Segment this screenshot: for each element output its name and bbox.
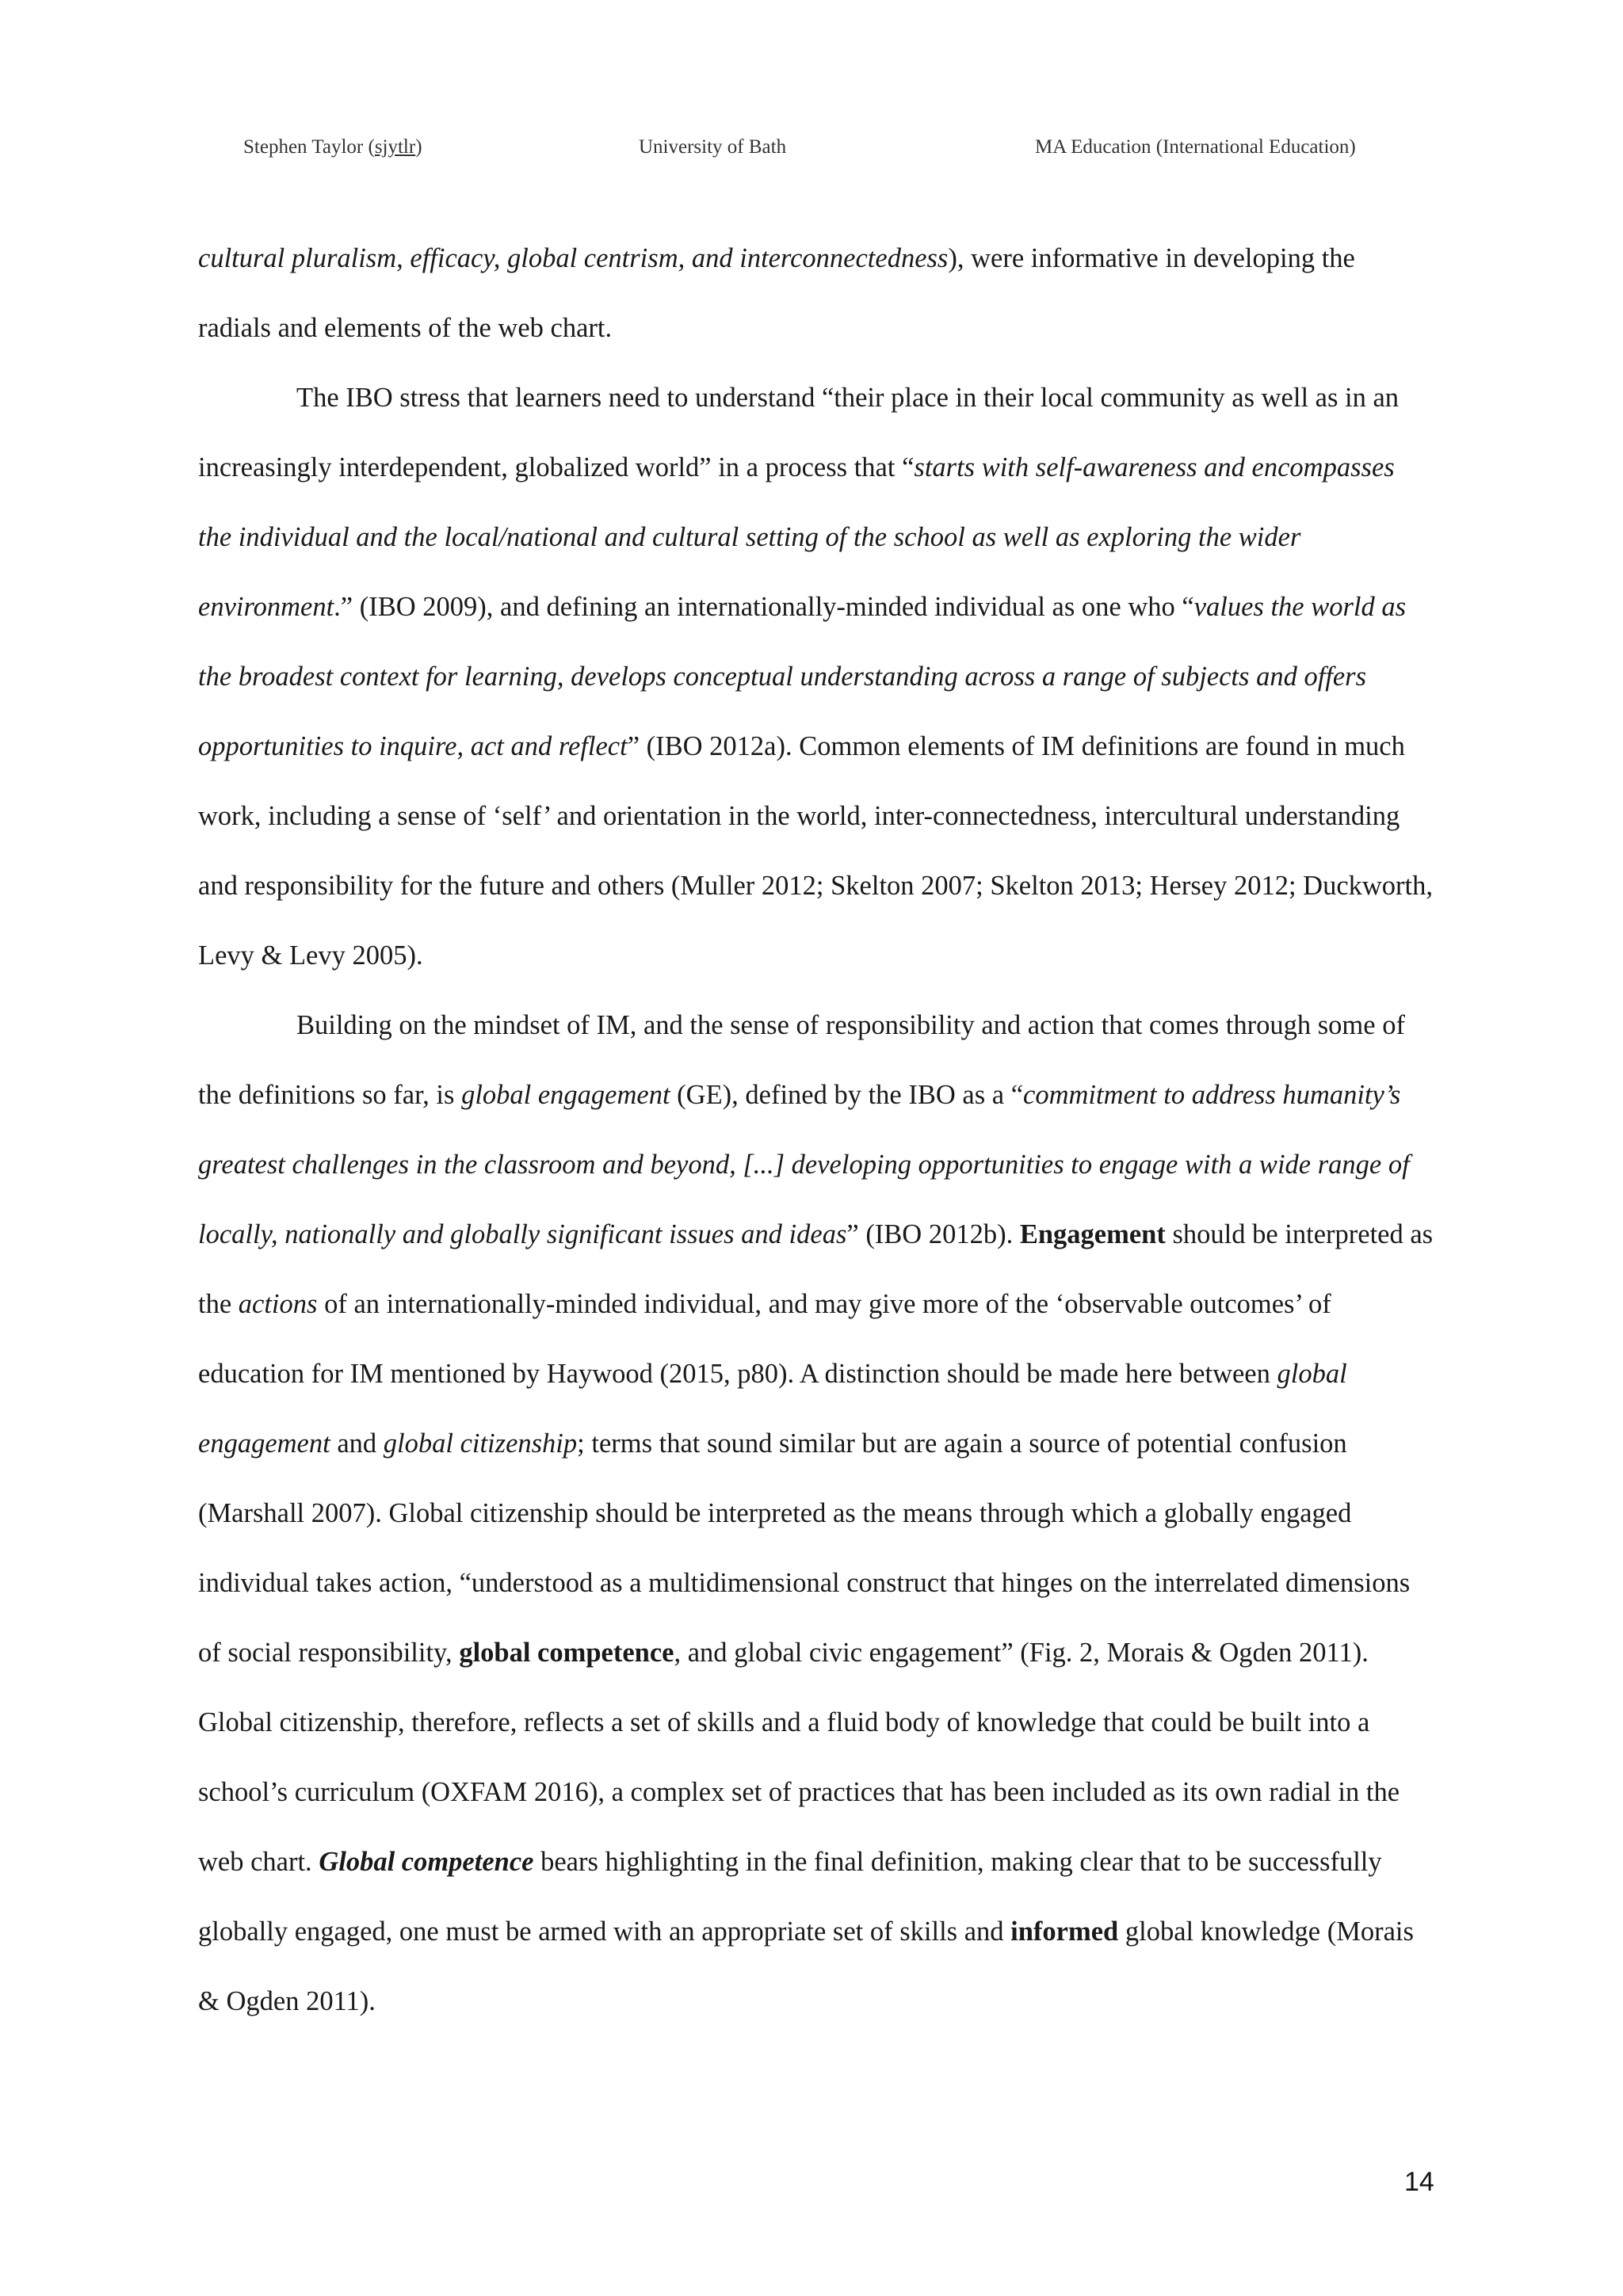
p3-italic-4: global engagement (198, 1359, 1347, 1459)
p2-italic-2: values the world as the broadest context for learning, develops conceptual understanding across a range of subjects and offers opportunities to inquire, act and reflect (198, 592, 1407, 761)
p3-bold-italic (319, 1847, 533, 1877)
p1-italic: cultural pluralism, efficacy, global centrism, and interconnectedness (198, 243, 949, 273)
paragraph-3 (198, 990, 1434, 2036)
p3-bold-italic-text: Global competence (319, 1847, 534, 1877)
p3-text-3: ” (IBO 2012b). (846, 1219, 1020, 1249)
p3-text-2: (GE), defined by the IBO as a “ (670, 1080, 1024, 1110)
author-name: Stephen Taylor ( (243, 136, 375, 158)
p3-italic-1: global engagement (461, 1080, 670, 1110)
p3-italic-2: commitment to address humanity’s greatest challenges in the classroom and beyond, [...] developing opportunities to engage with a wide range of locally, nationally and globally significant issues and ideas (198, 1080, 1410, 1249)
p3-text-6: and (330, 1428, 384, 1459)
p1-text: ), were informative in developing the radials and elements of the web chart. (198, 243, 1355, 343)
header-author (243, 136, 422, 158)
p3-text-7: ; terms that sound similar but are again a source of potential confusion (Marshall 2007). Global citizenship should be interpreted as the means through which a globally engaged individual takes action, “understood as a multidimensional construct that hinges on the interrelated dimensions of social responsibility, (198, 1428, 1411, 1668)
body-text (198, 223, 1434, 2036)
header-degree: MA Education (International Education) (1035, 136, 1356, 158)
paragraph-2 (198, 363, 1434, 990)
header-university: University of Bath (639, 136, 787, 158)
p3-text-10: global knowledge (Morais & Ogden 2011). (198, 1917, 1414, 2016)
p3-text-5: of an internationally-minded individual, and may give more of the ‘observable outcomes’ of education for IM mentioned by Haywood (2015, p80). A distinction should be made here between (198, 1289, 1331, 1389)
p2-italic-1: starts with self-awareness and encompasses the individual and the local/national and cultural setting of the school as well as exploring the wider environment (198, 452, 1395, 622)
p2-text-2: .” (IBO 2009), and defining an internationally-minded individual as one who “ (334, 592, 1194, 622)
p3-text-4: should be interpreted as the (198, 1219, 1434, 1319)
p3-text-8: , and global civic engagement” (Fig. 2, Morais & Ogden 2011). Global citizenship, therefore, reflects a set of skills and a fluid body of knowledge that could be built into a school’s curriculum (OXFAM 2016), a complex set of practices that has been included as its own radial in the web chart. (198, 1638, 1400, 1877)
author-handle: sjytlr (374, 136, 416, 158)
p3-bold-1: Engagement (1019, 1219, 1166, 1249)
p3-text-9: bears highlighting in the final definition, making clear that to be successfully globally engaged, one must be armed with an appropriate set of skills and (198, 1847, 1382, 1947)
p3-bold-3: informed (1010, 1917, 1119, 1947)
paragraph-1 (198, 223, 1434, 363)
author-close: ) (415, 136, 422, 158)
p2-text-1: The IBO stress that learners need to understand “their place in their local community as well as in an increasingly interdependent, globalized world” in a process that “ (198, 383, 1400, 482)
page-number: 14 (1404, 2167, 1434, 2197)
p2-text-3: ” (IBO 2012a). Common elements of IM definitions are found in much work, including a sense of ‘self’ and orientation in the world, inter-connectedness, intercultural understanding and responsibility for the future and others (Muller 2012; Skelton 2007; Skelton 2013; Hersey 2012; Duckworth, Levy & Levy 2005). (198, 731, 1434, 971)
p3-bold-2: global competence (459, 1638, 674, 1668)
p3-text-1: Building on the mindset of IM, and the sense of responsibility and action that comes through some of the definitions so far, is (198, 1010, 1405, 1110)
p3-italic-3: actions (238, 1289, 318, 1319)
p3-italic-5: global citizenship (383, 1428, 578, 1459)
